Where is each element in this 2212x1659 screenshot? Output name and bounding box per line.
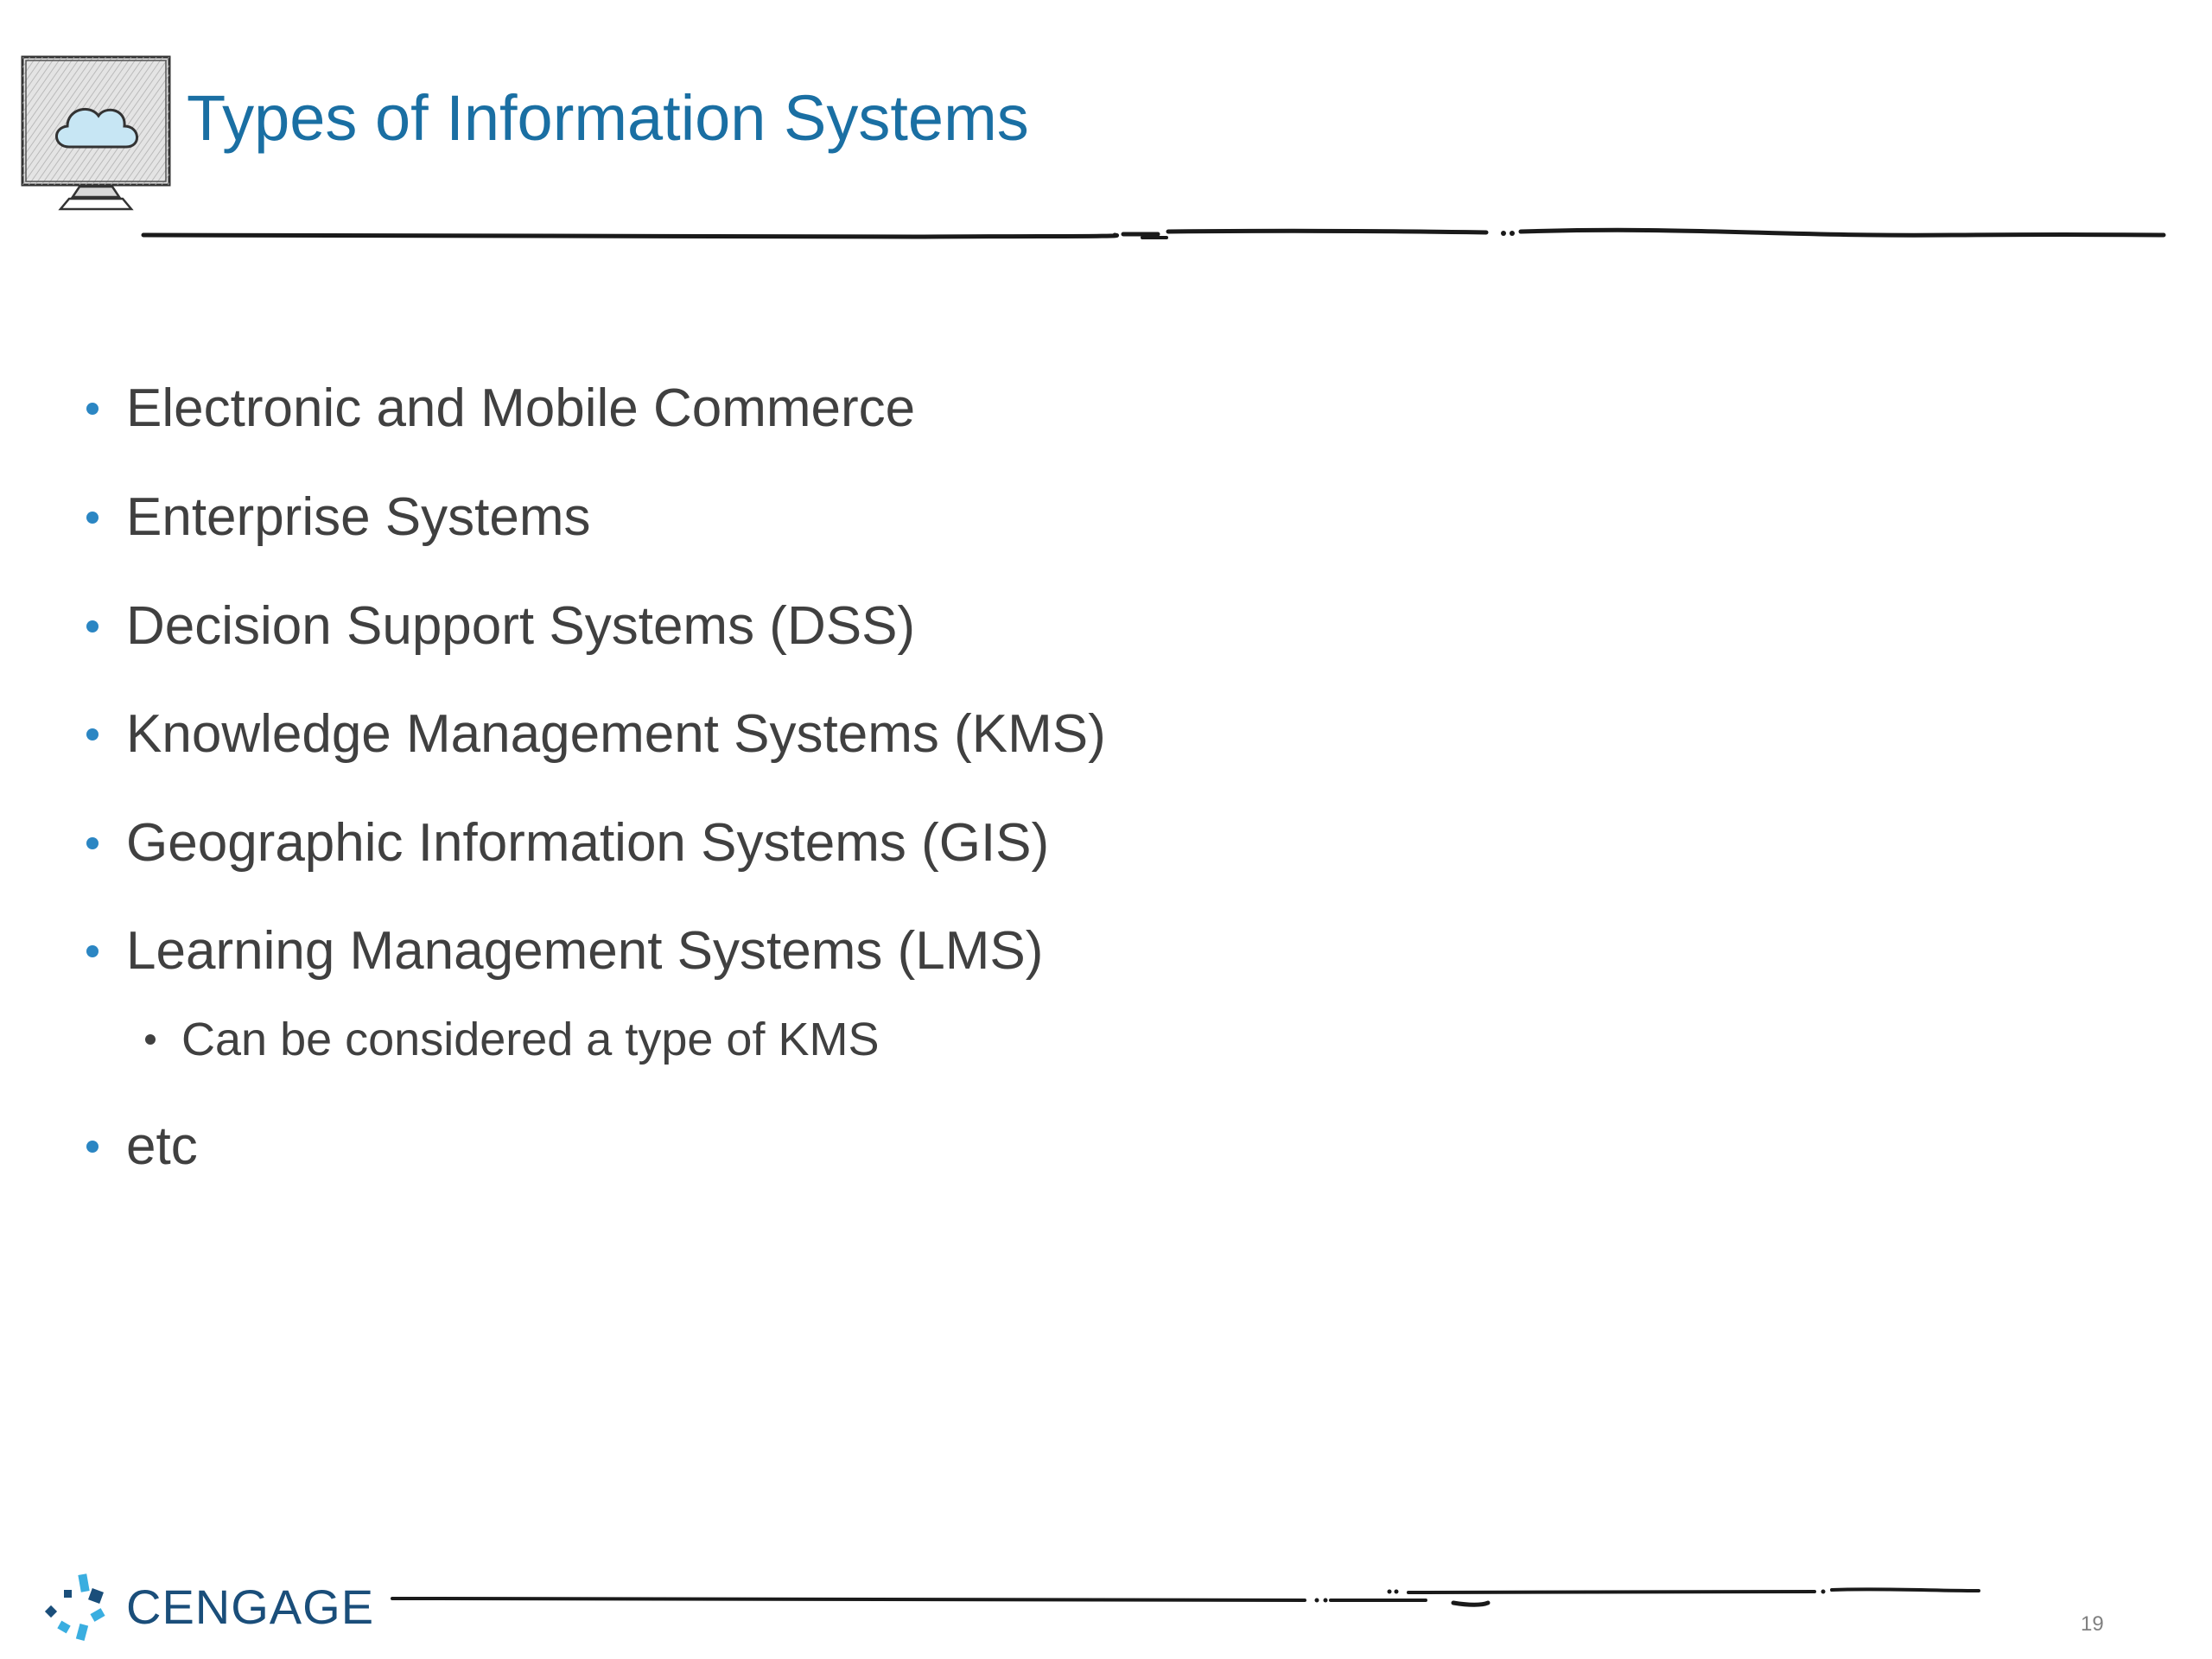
footer-divider: [389, 1581, 1987, 1616]
list-item: [86, 596, 916, 656]
bullet-marker: [86, 837, 99, 849]
bullet-marker: [86, 1141, 99, 1153]
bullet-marker: [86, 945, 99, 957]
sub-bullet-marker: [145, 1034, 156, 1045]
sub-list-item: [145, 1016, 879, 1063]
list-item: [86, 921, 1044, 981]
page-number: 19: [2081, 1612, 2104, 1636]
list-item: [86, 813, 1050, 873]
cengage-logo-mark: [40, 1571, 112, 1643]
list-item-text: Decision Support Systems (DSS): [126, 596, 916, 656]
bullet-marker: [86, 728, 99, 741]
list-item-text: Learning Management Systems (LMS): [126, 921, 1044, 981]
list-item-text: Knowledge Management Systems (KMS): [126, 704, 1106, 764]
bullet-marker: [86, 403, 99, 415]
logo-wordmark: CENGAGE: [126, 1580, 375, 1634]
list-item: [86, 487, 591, 547]
list-item: [86, 704, 1106, 764]
list-item-text: Enterprise Systems: [126, 487, 591, 547]
list-item-text: Geographic Information Systems (GIS): [126, 813, 1050, 873]
bullet-marker: [86, 512, 99, 524]
list-item-text: Electronic and Mobile Commerce: [126, 378, 916, 438]
sub-list-item-text: Can be considered a type of KMS: [181, 1014, 880, 1065]
list-item: [86, 1116, 198, 1176]
cengage-logo: [40, 1571, 374, 1643]
list-item-text: etc: [126, 1116, 198, 1176]
slide-title: Types of Information Systems: [187, 82, 1029, 154]
bullet-marker: [86, 620, 99, 632]
list-item: [86, 378, 916, 438]
